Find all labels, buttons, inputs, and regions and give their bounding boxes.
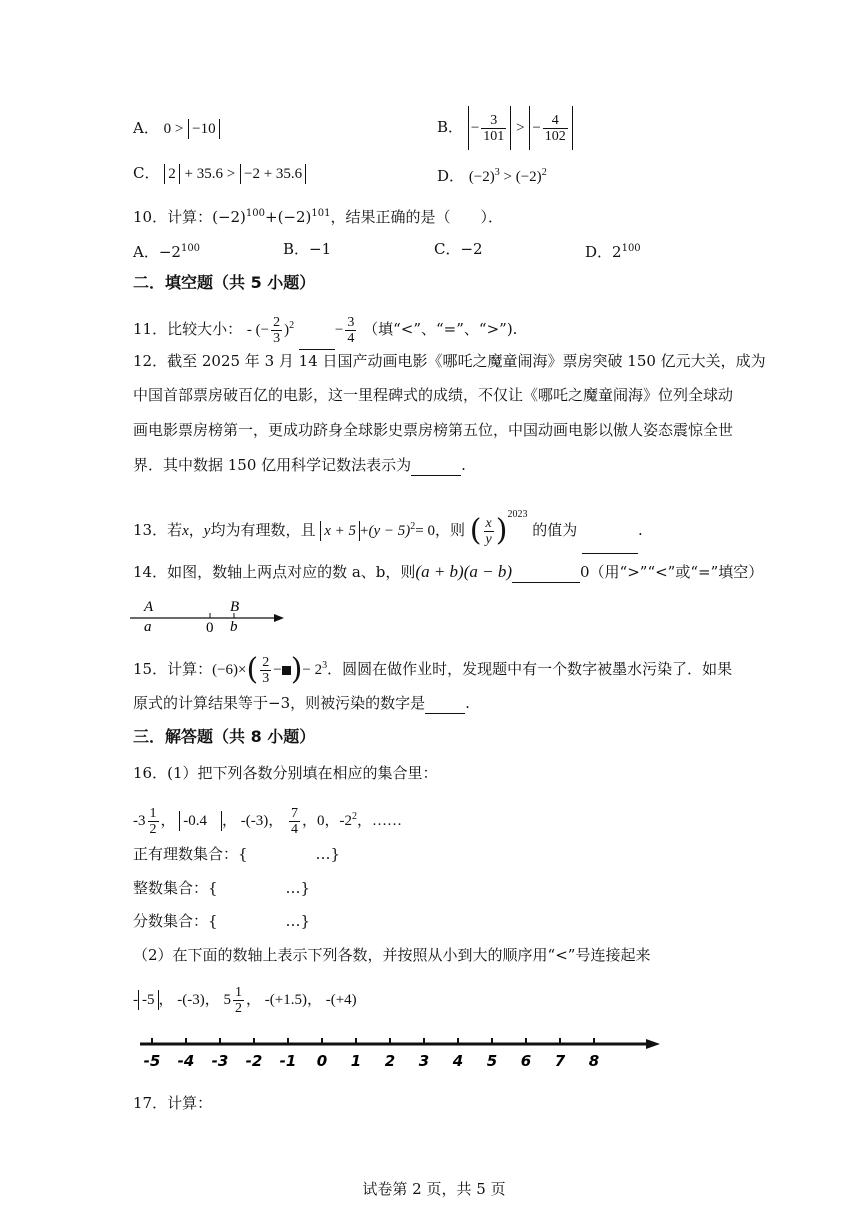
option-text: D．2 <box>585 243 622 261</box>
q12-line-2: 中国首部票房破百亿的电影，这一里程碑式的成绩，不仅让《哪吒之魔童闹海》位列全球动 <box>133 386 734 404</box>
q12-line-4 <box>133 454 466 476</box>
numerator: 3 <box>347 314 355 330</box>
tick-label: 8 <box>588 1052 600 1070</box>
stem-text: . <box>638 521 643 539</box>
ink-stain <box>282 666 291 675</box>
denominator: 101 <box>483 129 505 145</box>
stem-text: 15．计算： <box>133 660 213 678</box>
set-label: 分数集合：{ <box>133 912 218 930</box>
tick-label: 5 <box>486 1052 498 1070</box>
option-label: C． <box>133 164 160 182</box>
numerator: 1 <box>235 985 242 1001</box>
tick-label: -3 <box>211 1052 229 1070</box>
denominator: y <box>485 531 492 547</box>
exponent: 101 <box>311 208 331 219</box>
math-text: (a + b)(a − b) <box>415 562 512 581</box>
stem-text: ．圆圆在做作业时，发现题中有一个数字被墨水污染了．如果 <box>327 660 733 678</box>
math-text: ，…… <box>357 813 403 829</box>
separator: ， <box>268 813 284 829</box>
gt-sign: > <box>516 120 525 136</box>
numerator: 2 <box>273 314 281 330</box>
math-text: = 0，则 <box>415 523 465 539</box>
abs-value: -5 <box>138 990 159 1010</box>
separator: ， <box>246 992 262 1008</box>
denominator: 2 <box>235 1001 242 1017</box>
option-text: B．−1 <box>283 240 332 258</box>
exponent: 3 <box>494 167 500 178</box>
set-end: …} <box>285 879 311 897</box>
math-text: (−6)× <box>212 662 247 678</box>
numerator: 2 <box>262 654 270 670</box>
section-title-solve: 三．解答题（共 8 小题） <box>133 727 316 746</box>
q16-numbers-2 <box>133 980 357 1020</box>
math-text: (y − 5) <box>368 523 411 539</box>
denominator: 4 <box>347 330 355 346</box>
var-x: x <box>182 523 189 539</box>
q13: 13．若x，y均为有理数，且 $x + 5 +(y - 5)^2= 0$，则 ( $\frac{x}{y}$ )$^{2023}$ 的值为 . <box>133 492 643 554</box>
q14-number-line <box>128 596 288 636</box>
q10-option-c <box>434 238 483 260</box>
q9-option-b <box>437 105 573 150</box>
stem-text: 13．若 <box>133 521 183 539</box>
stem-text: 14．如图，数轴上两点对应的数 a、b，则 <box>133 563 416 581</box>
point-a-label: A <box>144 599 154 615</box>
q16-set-fraction <box>133 910 310 932</box>
set-end: …} <box>285 912 311 930</box>
section-title-fill-in: 二．填空题（共 5 小题） <box>133 273 316 292</box>
q16-part-1: 16．(1）把下列各数分别填在相应的集合里： <box>133 764 438 782</box>
abs-value: x + 5 <box>320 521 360 541</box>
math-text: -(+4) <box>325 992 357 1008</box>
b-label: b <box>230 619 238 635</box>
option-label: D． <box>437 167 465 185</box>
math-text: -(+1.5) <box>264 992 307 1008</box>
math-text: -(-3)， <box>177 992 220 1008</box>
answer-blank[interactable] <box>512 564 580 583</box>
q9-option-c <box>133 162 306 185</box>
exponent: 2 <box>410 521 416 532</box>
q10-stem <box>133 203 503 228</box>
tick-label: 4 <box>452 1052 464 1070</box>
option-text: A．−2 <box>133 243 181 261</box>
q9-option-d <box>437 162 547 188</box>
abs-value: 2 <box>164 164 180 184</box>
math-text: - (− <box>246 322 270 338</box>
stem-text: ，结果正确的是（ ）． <box>330 208 503 226</box>
answer-blank[interactable] <box>425 695 465 714</box>
tick-label: -2 <box>245 1052 263 1070</box>
tick-label: 0 <box>316 1052 328 1070</box>
stem-text: 11．比较大小： <box>133 320 243 338</box>
math-text: + 35.6 > <box>184 166 236 182</box>
q10-option-b <box>283 238 331 260</box>
abs-fraction-2: − $\frac{4}{102}$ <box>529 106 572 150</box>
q12-line-3: 画电影票房榜第一，更成功跻身全球影史票房榜第五位，中国动画电影以傲人姿态震惊全世 <box>133 421 734 439</box>
set-end: …} <box>315 845 341 863</box>
q15-line-1: 15．计算：(−6)×( $\frac{2}{3}$ − )− $2^3$．圆圆在做作业时，发现题中有一个数字被墨水污染了．如果 <box>133 652 733 687</box>
denominator: 2 <box>149 822 157 838</box>
option-text: C．−2 <box>434 240 483 258</box>
answer-blank[interactable] <box>299 331 335 350</box>
tick-label: -5 <box>143 1052 161 1070</box>
numerator: 3 <box>481 113 506 129</box>
math-text: 5 <box>223 992 231 1008</box>
denominator: 3 <box>273 330 281 346</box>
abs-value: -0.4 <box>179 811 222 831</box>
numerator: x <box>485 515 492 531</box>
numerator: 7 <box>291 806 299 822</box>
q16-set-positive-rational <box>133 843 340 865</box>
stem-text: . <box>465 694 470 712</box>
tick-label: -4 <box>177 1052 195 1070</box>
exponent: 100 <box>245 208 265 219</box>
q14 <box>133 561 763 583</box>
separator: ， <box>158 992 174 1008</box>
exponent: 3 <box>322 660 328 671</box>
point-b-label: B <box>230 599 240 615</box>
stem-text: 原式的计算结果等于−3，则被污染的数字是 <box>133 694 426 712</box>
tick-label: 2 <box>384 1052 396 1070</box>
stem-text: 界．其中数据 150 亿用科学记数法表示为 <box>133 456 412 474</box>
exponent: 100 <box>180 243 201 254</box>
zero-label: 0 <box>206 620 214 636</box>
a-label: a <box>144 619 152 635</box>
tick-label: 1 <box>350 1052 362 1070</box>
math-text: -(-3) <box>240 813 269 829</box>
q16-part-2: （2）在下面的数轴上表示下列各数，并按照从小到大的顺序用“<”号连接起来 <box>133 946 651 964</box>
exponent: 100 <box>621 243 641 254</box>
set-label: 正有理数集合：{ <box>133 845 248 863</box>
math-text: (−2) <box>468 169 495 185</box>
tick-label: 7 <box>554 1052 566 1070</box>
exponent: 2023 <box>507 509 528 520</box>
stem-text: 10．计算：(−2) <box>133 208 246 226</box>
exponent: 2 <box>289 320 295 331</box>
abs-fraction-1: − $\frac{3}{101}$ <box>468 106 511 150</box>
q16-set-integer <box>133 877 310 899</box>
separator: ， <box>222 813 238 829</box>
set-label: 整数集合：{ <box>133 879 218 897</box>
separator: ， <box>160 813 176 829</box>
q15-line-2 <box>133 692 470 714</box>
numerator: 1 <box>149 806 157 822</box>
var-y: y <box>203 523 211 539</box>
q16-numbers <box>133 797 402 841</box>
math-text: ，0，-2 <box>302 813 353 829</box>
q10-option-a <box>133 238 200 263</box>
option-label: B． <box>437 118 464 136</box>
math-text: - <box>133 992 138 1008</box>
math-text: ) <box>284 322 290 338</box>
abs-value: −10 <box>188 119 219 139</box>
q9-option-a <box>133 117 220 140</box>
q12-line-1: 12．截至 2025 年 3 月 14 日国产动画电影《哪吒之魔童闹海》票房突破 150 亿元大关，成为 <box>133 352 766 370</box>
stem-text: +(−2) <box>265 208 312 226</box>
math-text: − 2 <box>302 662 323 678</box>
math-text: 0 > <box>163 121 184 137</box>
q11: 11．比较大小： - (− $\frac{2}{3}$ )$^2$ − $\frac{3}{4}$ （填“<”、“=”、“>”). <box>133 306 517 350</box>
abs-value: −2 + 35.6 <box>240 164 306 184</box>
math-text: -3 <box>133 813 146 829</box>
numerator: 4 <box>543 113 568 129</box>
page-footer: 试卷第 2 页，共 5 页 <box>362 1180 506 1198</box>
q10-option-d <box>585 238 641 263</box>
separator: ， <box>306 992 322 1008</box>
denominator: 3 <box>262 670 270 686</box>
stem-text: ， <box>188 521 204 539</box>
exponent: 2 <box>541 167 547 178</box>
answer-blank[interactable] <box>411 457 461 476</box>
math-text: − <box>273 662 282 678</box>
q17-stem: 17．计算： <box>133 1094 213 1112</box>
q16-number-line <box>130 1030 670 1074</box>
denominator: 4 <box>291 822 299 838</box>
tick-label: -1 <box>279 1052 297 1070</box>
stem-text: 0（用“>”“<”或“=”填空） <box>580 563 764 581</box>
tick-label: 3 <box>418 1052 430 1070</box>
math-text: > (−2) <box>499 169 542 185</box>
option-label: A． <box>133 119 159 137</box>
stem-text: 的值为 <box>532 521 578 539</box>
math-text: + <box>360 523 369 539</box>
stem-text: 均为有理数，且 <box>210 521 316 539</box>
stem-text: （填“<”、“=”、“>”). <box>363 320 518 338</box>
tick-label: 6 <box>520 1052 532 1070</box>
answer-blank[interactable] <box>582 535 638 554</box>
denominator: 102 <box>544 129 566 145</box>
stem-text: . <box>461 456 466 474</box>
exponent: 2 <box>352 811 358 822</box>
